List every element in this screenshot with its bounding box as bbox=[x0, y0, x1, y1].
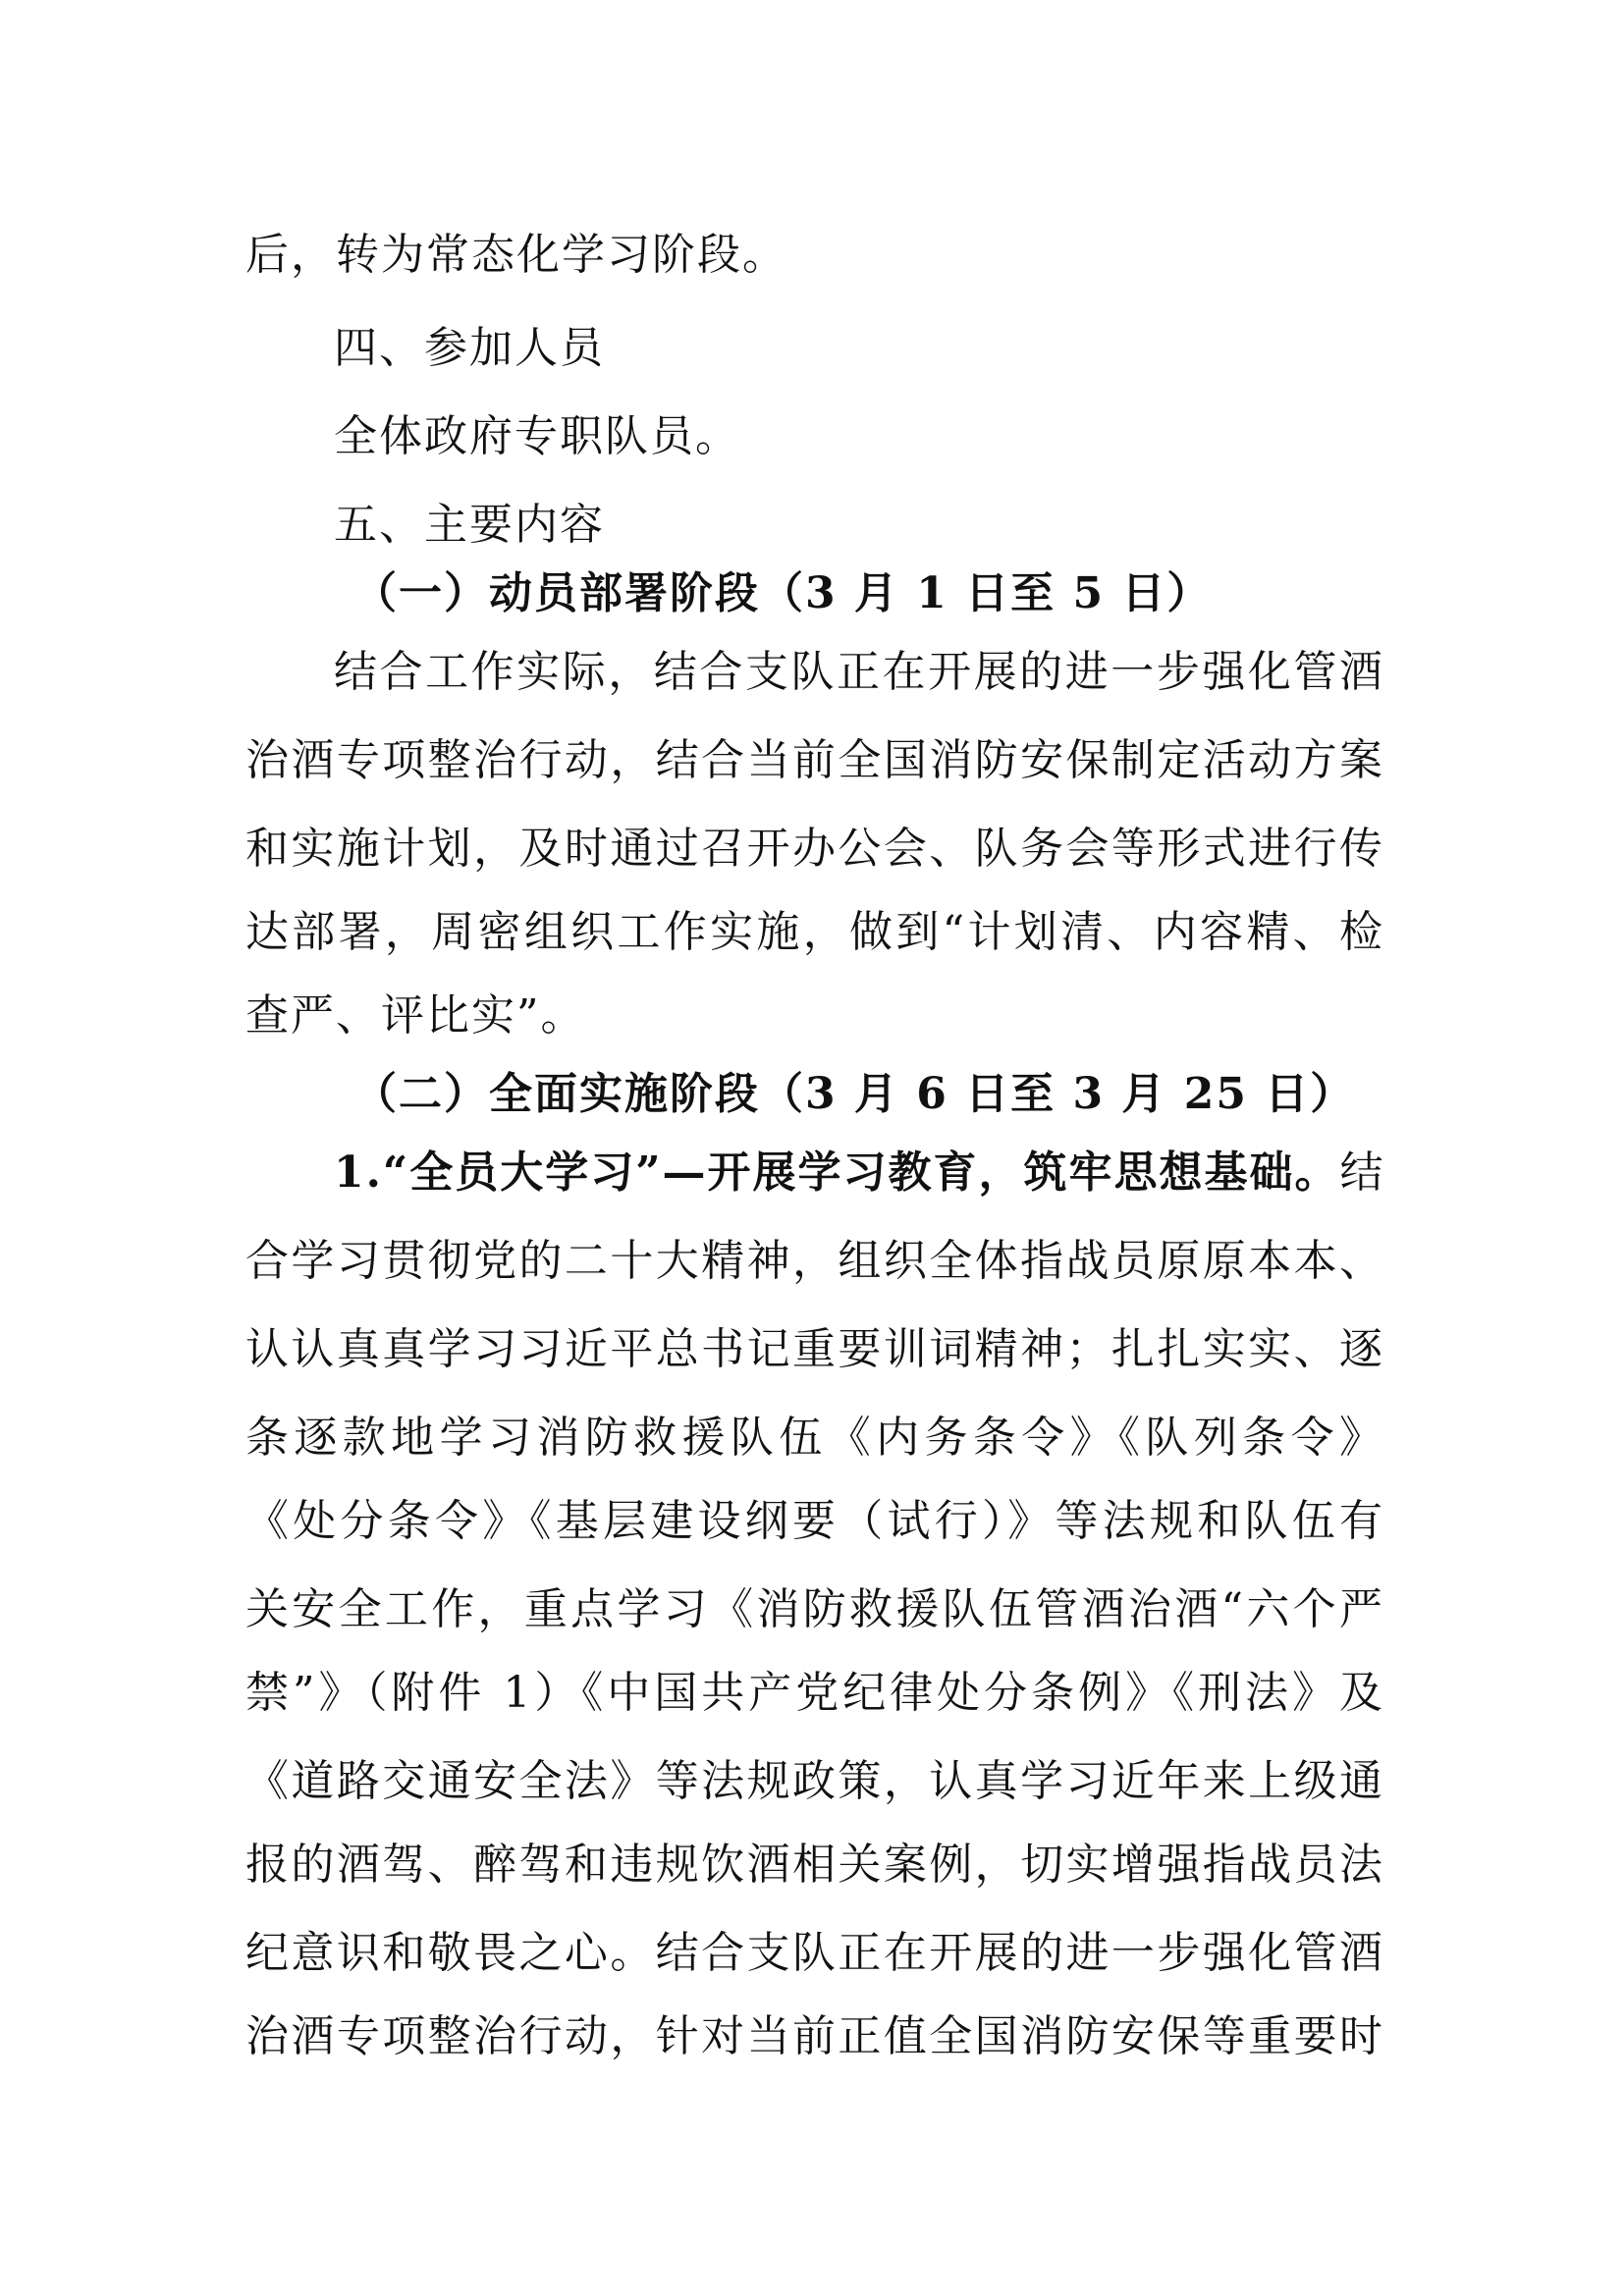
paragraph-line: 结合工作实际，结合支队正在开展的进一步强化管酒 bbox=[334, 647, 1384, 697]
paragraph-line bbox=[334, 1144, 1384, 1202]
subsection-heading: （二）全面实施阶段（3 月 6 日至 3 月 25 日） bbox=[353, 1069, 1356, 1119]
paragraph-line: 报的酒驾、醉驾和违规饮酒相关案例，切实增强指战员法 bbox=[245, 1840, 1384, 1890]
paragraph-line: 纪意识和敬畏之心。结合支队正在开展的进一步强化管酒 bbox=[245, 1928, 1384, 1978]
paragraph-line: 和实施计划，及时通过召开办公会、队务会等形式进行传 bbox=[245, 824, 1384, 874]
section-heading: 五、主要内容 bbox=[334, 500, 605, 550]
paragraph-line: 合学习贯彻党的二十大精神，组织全体指战员原原本本、 bbox=[245, 1236, 1384, 1286]
paragraph-line: 《道路交通安全法》等法规政策，认真学习近年来上级通 bbox=[245, 1756, 1384, 1806]
paragraph-line: 查严、评比实”。 bbox=[245, 990, 586, 1041]
item-text-start: 结 bbox=[1339, 1148, 1385, 1198]
paragraph-line: 治酒专项整治行动，针对当前正值全国消防安保等重要时 bbox=[245, 2011, 1384, 2061]
paragraph-line: 条逐款地学习消防救援队伍《内务条令》《队列条令》 bbox=[245, 1413, 1384, 1463]
paragraph-line: 达部署，周密组织工作实施，做到“计划清、内容精、检 bbox=[245, 907, 1384, 957]
paragraph-line: 治酒专项整治行动，结合当前全国消防安保制定活动方案 bbox=[245, 735, 1384, 785]
text-line: 全体政府专职队员。 bbox=[334, 411, 740, 461]
text-line: 后，转为常态化学习阶段。 bbox=[245, 230, 787, 280]
subsection-heading: （一）动员部署阶段（3 月 1 日至 5 日） bbox=[353, 568, 1213, 618]
paragraph-line: 关安全工作，重点学习《消防救援队伍管酒治酒“六个严 bbox=[245, 1584, 1384, 1634]
item-heading: 1.“全员大学习”—开展学习教育，筑牢思想基础。 bbox=[334, 1148, 1340, 1198]
paragraph-line: 禁”》（附件 1）《中国共产党纪律处分条例》《刑法》及 bbox=[245, 1668, 1384, 1718]
paragraph-line: 《处分条令》《基层建设纲要（试行）》等法规和队伍有 bbox=[245, 1496, 1384, 1546]
paragraph-line: 认认真真学习习近平总书记重要训词精神；扎扎实实、逐 bbox=[245, 1324, 1384, 1374]
section-heading: 四、参加人员 bbox=[334, 323, 605, 373]
